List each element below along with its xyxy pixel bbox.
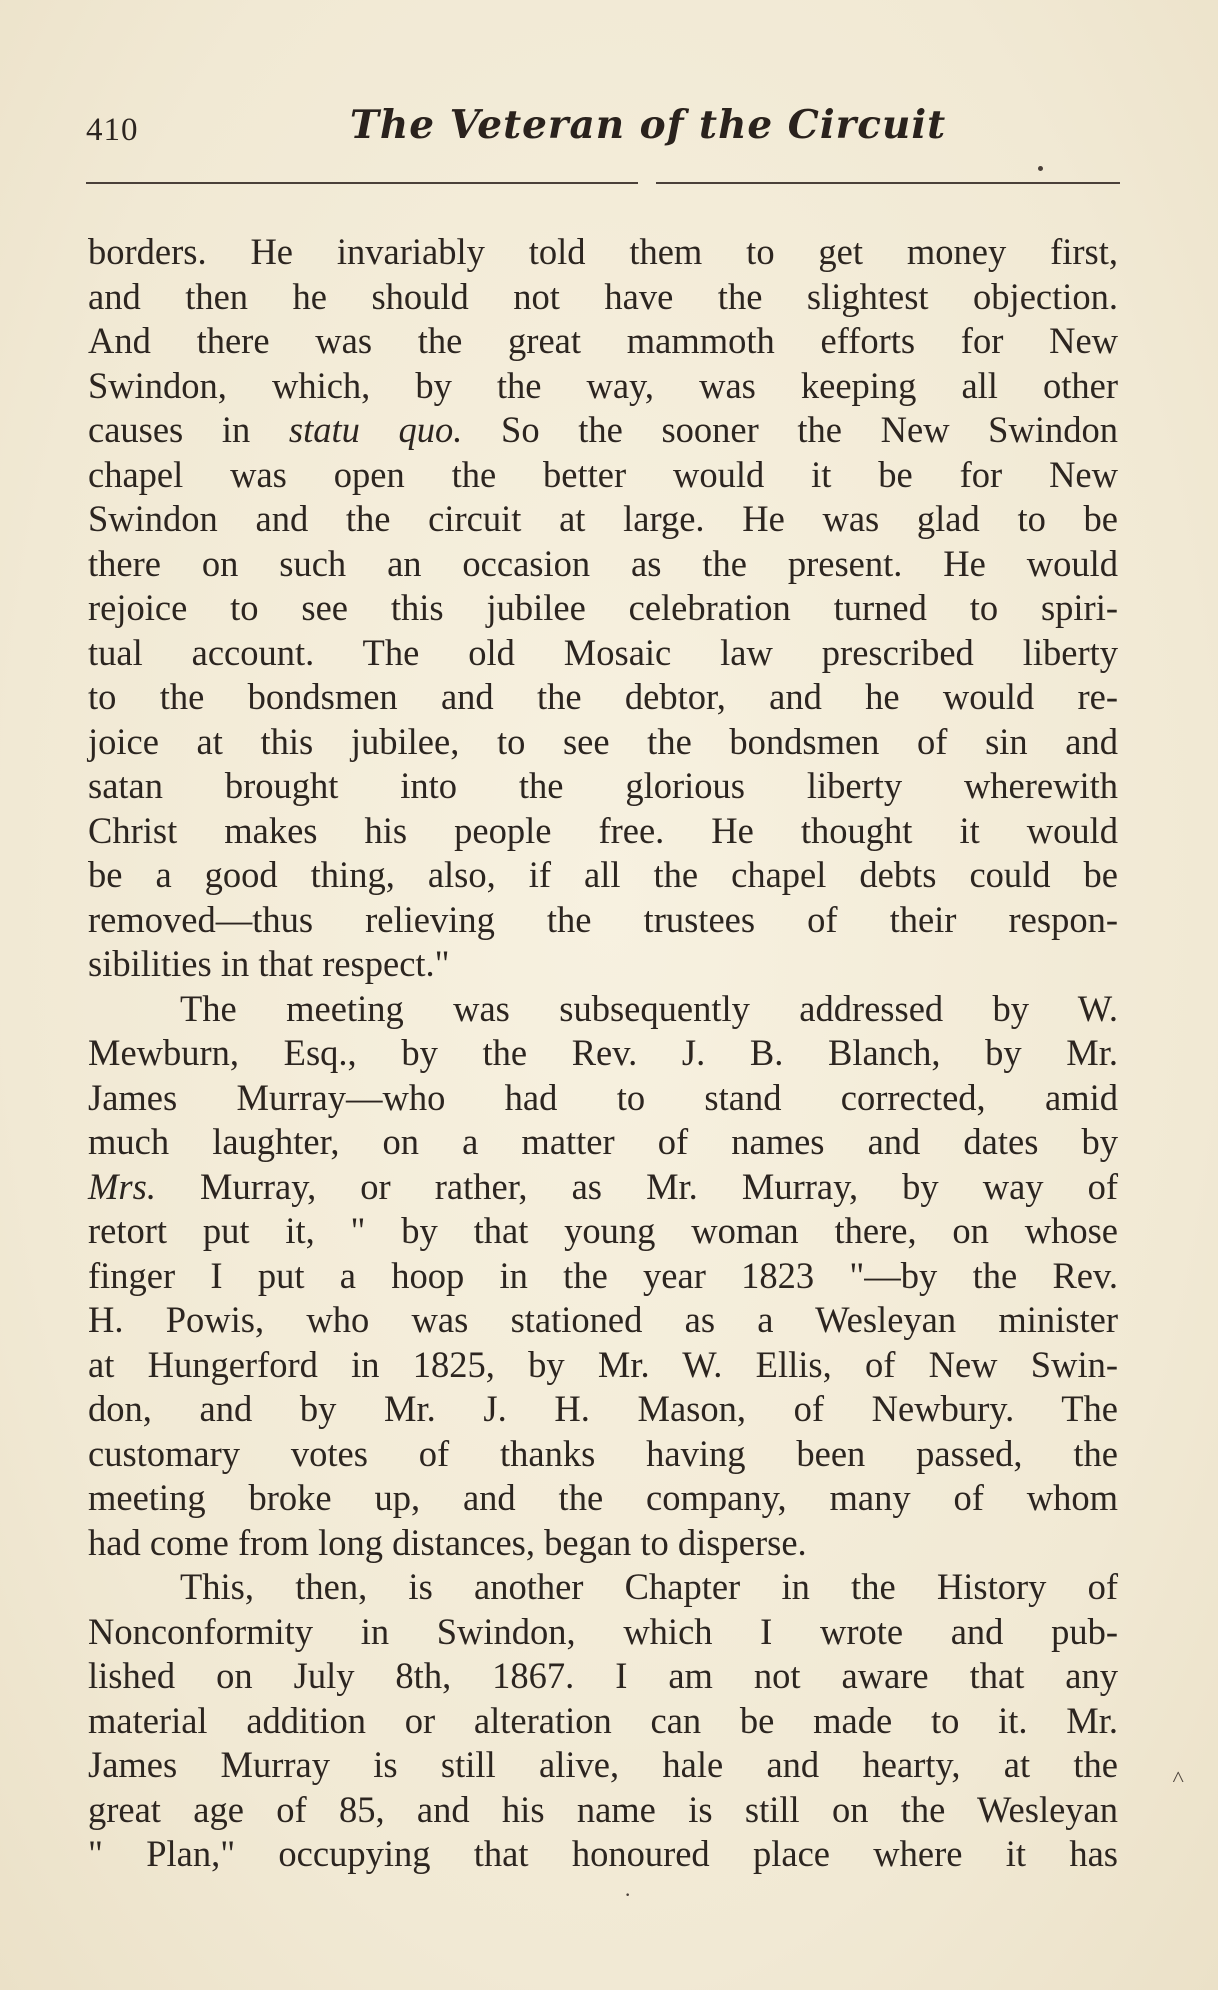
text-line: joice at this jubilee, to see the bondsmen of sin and [88,720,1118,762]
text-line: causes in statu quo. So the sooner the New Swindon [88,409,1118,450]
text-line: had come from long distances, began to disperse. [88,1521,807,1563]
text-line: Mrs. Murray, or rather, as Mr. Murray, by way of [88,1165,1118,1207]
text-line: and then he should not have the slightest objection. [88,275,1118,317]
text-line: Mewburn, Esq., by the Rev. J. B. Blanch, by Mr. [88,1032,1118,1073]
text-line: satan brought into the glorious liberty wherewith [88,765,1118,806]
text-line: at Hungerford in 1825, by Mr. W. Ellis, of New Swin- [88,1343,1118,1385]
text-line: lished on July 8th, 1867. I am not aware that any [88,1655,1118,1696]
header-rule-right [656,182,1120,184]
margin-mark: ˄ [1172,1764,1185,1789]
running-title: The Veteran of the Circuit [349,102,947,148]
text-line: meeting broke up, and the company, many of whom [88,1477,1118,1518]
text-line: Nonconformity in Swindon, which I wrote and pub- [88,1610,1118,1652]
text-line: retort put it, " by that young woman there, on whose [88,1210,1118,1251]
print-speck: · [624,1882,632,1907]
text-line: finger I put a hoop in the year 1823 "—by the Rev. [88,1254,1118,1296]
header-rule-left [86,182,638,184]
text-line: be a good thing, also, if all the chapel debts could be [88,854,1118,895]
text-line: Swindon, which, by the way, was keeping all other [88,364,1118,406]
text-line: Swindon and the circuit at large. He was glad to be [88,498,1118,539]
header-rule-dot [1038,166,1043,171]
page-number: 410 [86,112,139,148]
text-line: H. Powis, who was stationed as a Wesleyan minister [88,1299,1118,1340]
text-line: don, and by Mr. J. H. Mason, of Newbury. The [88,1388,1118,1429]
italic-phrase: Mrs. [88,1165,156,1207]
text-line: And there was the great mammoth efforts for New [88,320,1118,361]
text-line: Christ makes his people free. He thought it would [88,809,1118,851]
text-line: The meeting was subsequently addressed by W. [180,987,1118,1029]
text-line: chapel was open the better would it be for New [88,453,1118,495]
text-line: James Murray is still alive, hale and hearty, at the [88,1744,1118,1785]
text-line: great age of 85, and his name is still on the Wesleyan [88,1788,1118,1830]
running-head [86,102,1120,152]
text-line: This, then, is another Chapter in the History of [180,1566,1118,1607]
text-line: borders. He invariably told them to get money first, [88,231,1118,272]
text-line: " Plan," occupying that honoured place where it has [88,1833,1118,1874]
body-text [88,230,1118,1877]
text-line: to the bondsmen and the debtor, and he would re- [88,676,1118,717]
text-line: material addition or alteration can be made to it. Mr. [88,1699,1118,1741]
italic-phrase: statu quo. [288,409,463,450]
text-line: much laughter, on a matter of names and dates by [88,1121,1118,1162]
text-line: rejoice to see this jubilee celebration turned to spiri- [88,587,1118,628]
text-line: tual account. The old Mosaic law prescribed liberty [88,631,1118,673]
text-line: customary votes of thanks having been passed, the [88,1432,1118,1474]
text-line: there on such an occasion as the present. He would [88,542,1118,584]
text-line: sibilities in that respect." [88,943,450,984]
text-line: removed—thus relieving the trustees of their respon- [88,898,1118,940]
text-line: James Murray—who had to stand corrected, amid [88,1076,1118,1118]
